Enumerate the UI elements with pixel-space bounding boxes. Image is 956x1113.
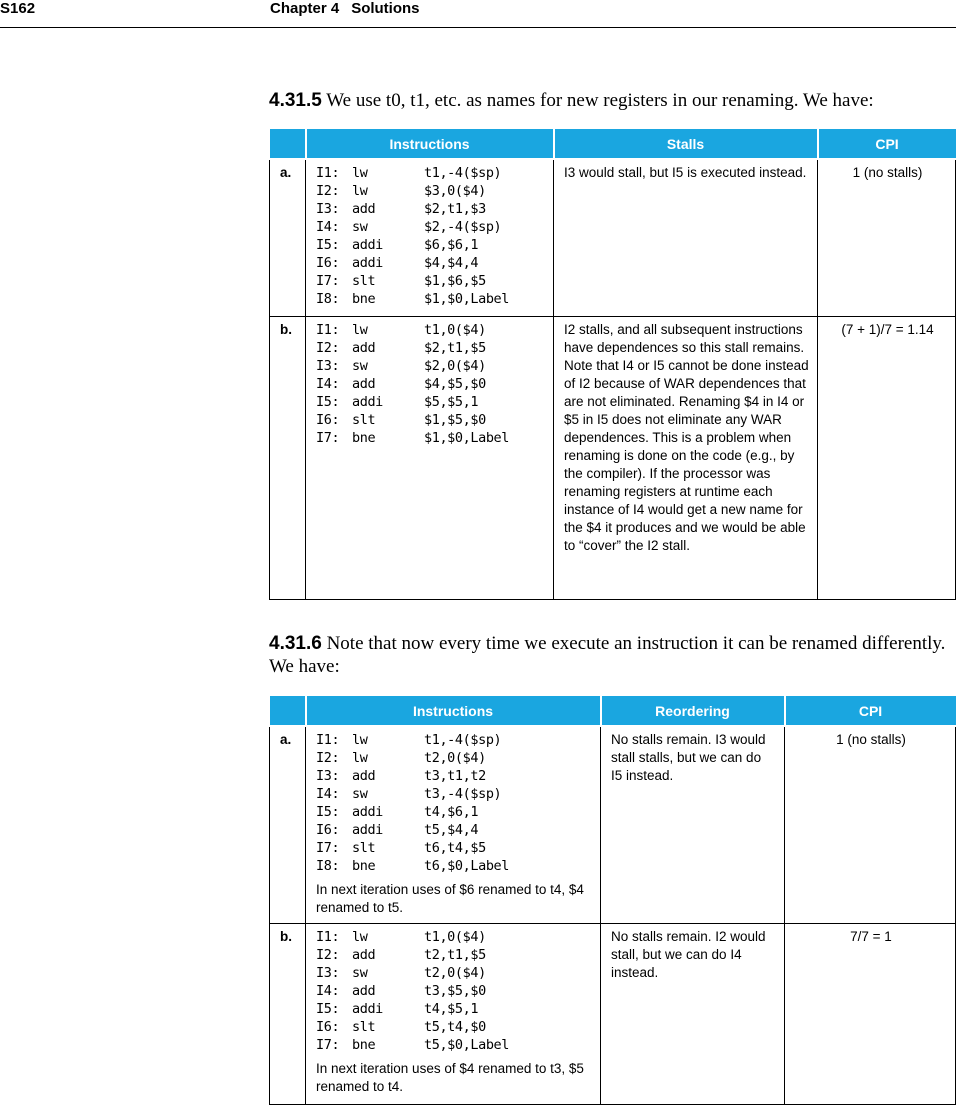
column-header-instructions: Instructions xyxy=(306,128,554,159)
page-number: S162 xyxy=(0,0,36,17)
section-label: Solutions xyxy=(351,0,420,17)
page-header xyxy=(0,0,956,28)
code-line: I2: add $2,t1,$5 xyxy=(316,339,486,356)
row-label: b. xyxy=(270,924,306,1105)
code-line: I3: add t3,t1,t2 xyxy=(316,768,486,784)
instructions-cell xyxy=(306,726,601,924)
code-line: I1: lw t1,0($4) xyxy=(316,929,486,945)
code-line: I8: bne $1,$0,Label xyxy=(316,291,510,307)
code-line: I3: sw t2,0($4) xyxy=(316,965,486,981)
section-number: 4.31.6 xyxy=(269,633,322,654)
code-line: I6: slt t5,t4,$0 xyxy=(316,1019,486,1035)
cpi-cell: 1 (no stalls) xyxy=(785,726,956,924)
chapter-label: Chapter 4 xyxy=(270,0,340,17)
code-line: I7: slt $1,$6,$5 xyxy=(316,273,486,289)
row-label: b. xyxy=(270,316,306,599)
row-label: a. xyxy=(270,726,306,924)
table-header-row xyxy=(270,128,956,159)
section-text: Note that now every time we execute an instruction it can be renamed differently. We have: xyxy=(269,633,946,677)
stalls-cell: I2 stalls, and all subsequent instructions have dependences so this stall remains. Note that I4 or I5 cannot be done instead of I2 because of WAR dependences that are not eliminated. Renaming $4 in I4 or $5 in I5 does not eliminate any WAR dependences. This is a problem when renaming is done on the code (e.g., by the compiler). If the processor was renaming registers at runtime each instance of I4 would get a new name for the $4 it produces and we would be able to “cover” the I2 stall. xyxy=(554,316,818,599)
code-line: I4: add $4,$5,$0 xyxy=(316,375,486,392)
code-line: I2: lw $3,0($4) xyxy=(316,183,486,199)
column-header-label xyxy=(270,695,306,726)
code-line: I1: lw t1,-4($sp) xyxy=(316,165,502,181)
column-header-reordering: Reordering xyxy=(601,695,785,726)
code-line: I1: lw t1,-4($sp) xyxy=(316,732,502,748)
reordering-cell: No stalls remain. I2 would stall, but we can do I4 instead. xyxy=(601,924,785,1105)
table-row xyxy=(270,159,956,316)
column-header-instructions: Instructions xyxy=(306,695,601,726)
code-line: I3: add $2,t1,$3 xyxy=(316,201,486,217)
renaming-note: In next iteration uses of $6 renamed to t4, $4 renamed to t5. xyxy=(316,882,584,915)
code-line: I5: addi $5,$5,1 xyxy=(316,393,479,410)
column-header-cpi: CPI xyxy=(785,695,956,726)
cpi-cell: 1 (no stalls) xyxy=(818,159,956,316)
code-line: I2: lw t2,0($4) xyxy=(316,750,486,766)
section-text: We use t0, t1, etc. as names for new registers in our renaming. We have: xyxy=(326,90,874,111)
code-line: I4: sw $2,-4($sp) xyxy=(316,219,502,235)
code-line: I4: sw t3,-4($sp) xyxy=(316,786,502,802)
section-heading-1 xyxy=(269,89,955,112)
code-line: I7: bne $1,$0,Label xyxy=(316,429,510,446)
running-head xyxy=(270,0,420,17)
reordering-cell: No stalls remain. I3 would stall stalls, but we can do I5 instead. xyxy=(601,726,785,924)
code-line: I5: addi $6,$6,1 xyxy=(316,237,479,253)
table-row xyxy=(270,316,956,599)
instructions-cell xyxy=(306,316,554,599)
instructions-cell xyxy=(306,159,554,316)
code-line: I7: slt t6,t4,$5 xyxy=(316,840,486,856)
renaming-note: In next iteration uses of $4 renamed to t3, $5 renamed to t4. xyxy=(316,1061,584,1094)
table-row xyxy=(270,726,956,924)
code-line: I4: add t3,$5,$0 xyxy=(316,983,486,999)
code-line: I6: addi t5,$4,4 xyxy=(316,822,479,838)
header-rule xyxy=(0,27,956,28)
solution-table-2 xyxy=(269,694,956,1105)
column-header-label xyxy=(270,128,306,159)
section-number: 4.31.5 xyxy=(269,90,322,111)
code-line: I3: sw $2,0($4) xyxy=(316,357,486,374)
section-heading-2 xyxy=(269,632,955,678)
code-line: I2: add t2,t1,$5 xyxy=(316,947,486,963)
code-line: I1: lw t1,0($4) xyxy=(316,321,486,338)
stalls-cell: I3 would stall, but I5 is executed instead. xyxy=(554,159,818,316)
cpi-cell: (7 + 1)/7 = 1.14 xyxy=(818,316,956,599)
code-line: I8: bne t6,$0,Label xyxy=(316,858,510,874)
table-row xyxy=(270,924,956,1105)
instructions-cell xyxy=(306,924,601,1105)
code-line: I7: bne t5,$0,Label xyxy=(316,1037,510,1053)
code-line: I5: addi t4,$5,1 xyxy=(316,1001,479,1017)
row-label: a. xyxy=(270,159,306,316)
solution-table-1 xyxy=(269,127,956,600)
cpi-cell: 7/7 = 1 xyxy=(785,924,956,1105)
code-line: I6: addi $4,$4,4 xyxy=(316,255,479,271)
code-line: I6: slt $1,$5,$0 xyxy=(316,411,486,428)
column-header-cpi: CPI xyxy=(818,128,956,159)
table-header-row xyxy=(270,695,956,726)
code-line: I5: addi t4,$6,1 xyxy=(316,804,479,820)
column-header-stalls: Stalls xyxy=(554,128,818,159)
